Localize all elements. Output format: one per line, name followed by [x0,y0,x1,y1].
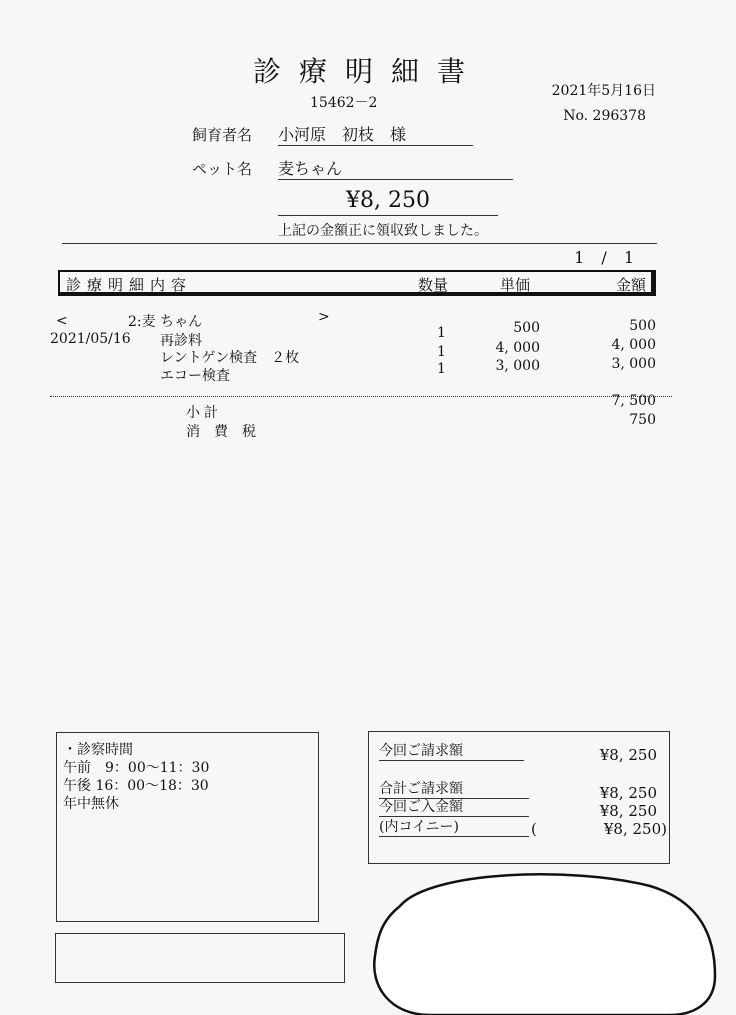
receipt-number: No. 296378 [563,108,646,124]
item-name: エコー検査 [160,368,230,384]
header-content: 診療明細内容 [66,276,193,294]
subtotal-value: 7, 500 [611,393,656,409]
pet-row-close: > [318,309,330,325]
table-header [58,270,656,296]
total-amount: ¥8, 250 [278,188,498,216]
consultation-hours-box [56,732,319,922]
item-quantity: 1 [437,344,446,360]
item-unit-price: 500 [513,320,540,336]
received-value: ¥8, 250 [599,802,657,820]
dotted-divider [50,396,672,397]
receipt-statement: 上記の金額正に領収致しました。 [278,223,488,239]
coiney-label: (内コイニー) [379,816,529,837]
current-billing-value: ¥8, 250 [599,746,657,764]
item-amount: 500 [629,318,656,334]
received-label: 今回ご入金額 [379,796,529,817]
tax-value: 750 [629,412,656,428]
item-unit-price: 4, 000 [495,340,540,356]
total-billing-value: ¥8, 250 [599,784,657,802]
schedule-afternoon: 午後 16：00～18：30 [63,778,209,794]
header-quantity: 数量 [418,276,449,294]
coiney-paren: ( [531,820,537,838]
header-amount: 金額 [616,276,647,294]
owner-name: 小河原 初枝 様 [278,122,473,146]
pet-name: 麦ちゃん [278,156,513,180]
pet-row-open: < [56,313,68,329]
coiney-value: ¥8, 250) [603,820,667,838]
tax-label: 消 費 税 [186,424,256,440]
document-number: 15462－2 [310,95,378,111]
header-unit-price: 単価 [500,276,531,294]
visit-date: 2021/05/16 [50,331,131,347]
pet-row-label: 2:麦 ちゃん [128,314,203,330]
pet-label: ペット名 [192,160,253,178]
item-amount: 3, 000 [611,356,656,372]
schedule-heading: ・診察時間 [63,742,133,758]
billing-summary-box [368,731,670,864]
item-quantity: 1 [437,325,446,341]
item-amount: 4, 000 [611,337,656,353]
issue-date: 2021年5月16日 [551,83,656,99]
blank-box [55,933,345,983]
item-quantity: 1 [437,361,446,377]
item-name: レントゲン検査 ２枚 [160,350,300,366]
document-title: 診療明細書 [252,55,483,88]
item-name: 再診料 [160,333,202,349]
redaction-blob [370,866,720,1015]
schedule-morning: 午前 9：00～11：30 [63,760,210,776]
subtotal-label: 小計 [186,405,222,421]
total-billing-label: 合計ご請求額 [379,778,529,799]
owner-label: 飼育者名 [192,126,253,144]
schedule-closed: 年中無休 [63,796,119,812]
item-unit-price: 3, 000 [495,358,540,374]
current-billing-label: 今回ご請求額 [379,740,524,761]
divider [62,243,657,244]
page-indicator: 1 / 1 [574,248,640,267]
